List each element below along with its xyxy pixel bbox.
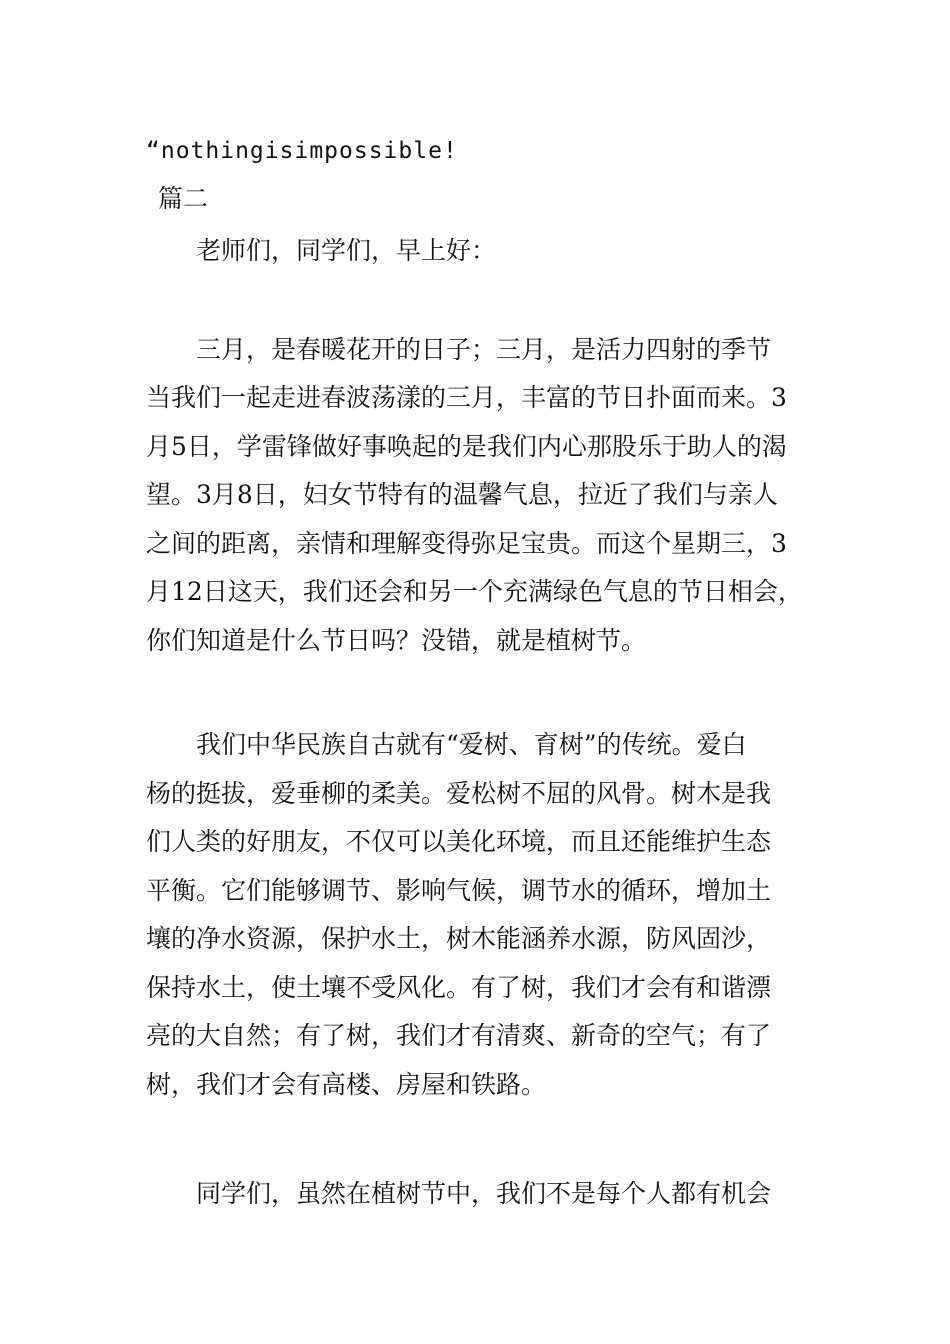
quote-line: “nothingisimpossible! [146, 138, 458, 164]
paragraph-line: 亮的大自然；有了树，我们才有清爽、新奇的空气；有了 [146, 1021, 772, 1050]
paragraph-line: 保持水土，使土壤不受风化。有了树，我们才会有和谐漂 [146, 973, 772, 1002]
paragraph-line: 三月，是春暖花开的日子；三月，是活力四射的季节 [196, 335, 772, 364]
paragraph-line: 我们中华民族自古就有“爱树、育树”的传统。爱白 [196, 730, 747, 759]
section-heading: 篇二 [158, 184, 209, 213]
paragraph-line: 壤的净水资源，保护水土，树木能涵养水源，防风固沙， [146, 924, 772, 953]
paragraph-line: 杨的挺拔，爱垂柳的柔美。爱松树不屈的风骨。树木是我 [146, 779, 772, 808]
paragraph-line: 月12日这天，我们还会和另一个充满绿色气息的节日相会， [146, 577, 803, 606]
paragraph-line: 之间的距离，亲情和理解变得弥足宝贵。而这个星期三，3 [146, 529, 787, 558]
greeting-line: 老师们，同学们，早上好： [196, 236, 497, 265]
paragraph-line: 你们知道是什么节日吗？没错，就是植树节。 [146, 626, 647, 655]
paragraph-line: 们人类的好朋友，不仅可以美化环境，而且还能维护生态 [146, 827, 772, 856]
paragraph-line: 树，我们才会有高楼、房屋和铁路。 [146, 1070, 547, 1099]
paragraph-line: 当我们一起走进春波荡漾的三月，丰富的节日扑面而来。3 [146, 383, 787, 412]
paragraph-line: 月5日，学雷锋做好事唤起的是我们内心那股乐于助人的渴 [146, 432, 787, 461]
paragraph-line: 平衡。它们能够调节、影响气候，调节水的循环，增加土 [146, 876, 772, 905]
paragraph-line: 望。3月8日，妇女节特有的温馨气息，拉近了我们与亲人 [146, 480, 778, 509]
paragraph-line: 同学们，虽然在植树节中，我们不是每个人都有机会 [196, 1179, 772, 1208]
